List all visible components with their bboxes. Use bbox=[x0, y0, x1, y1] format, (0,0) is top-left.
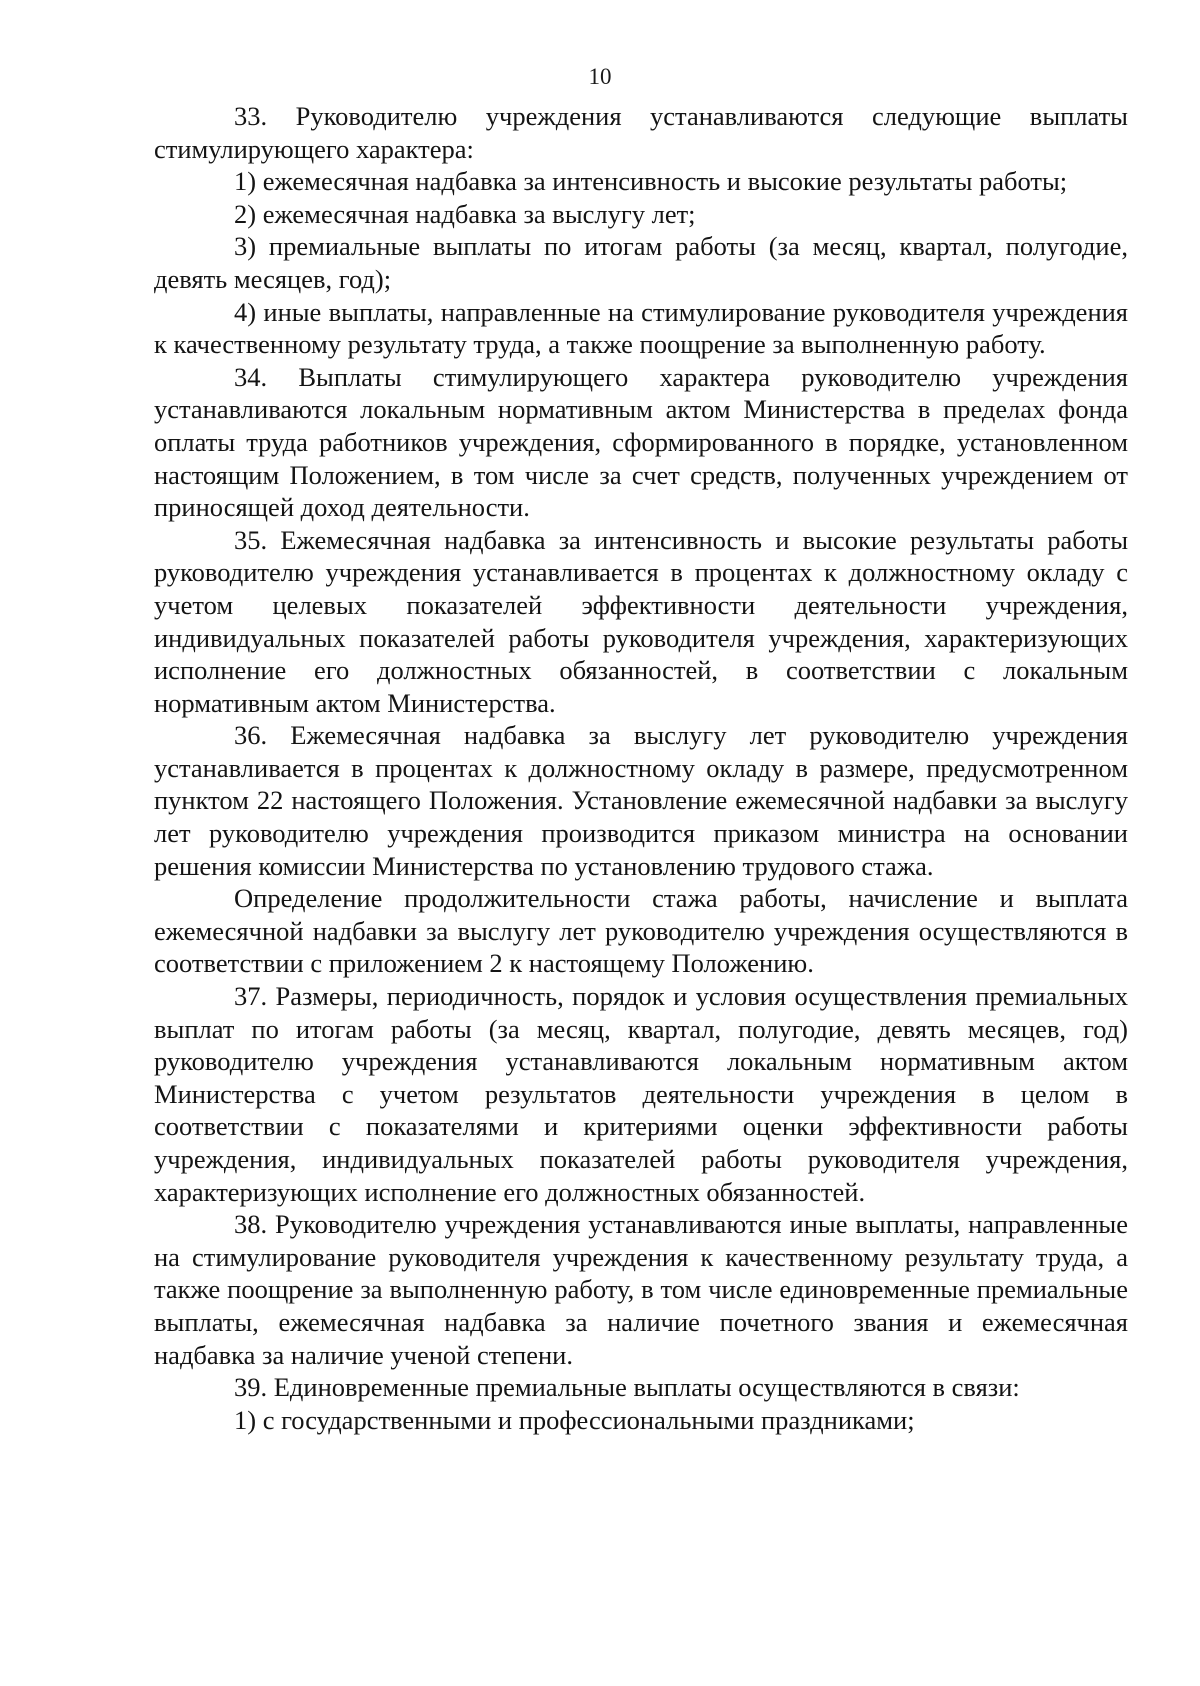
paragraph-33-item-1: 1) ежемесячная надбавка за интенсивность и высокие результаты работы; bbox=[234, 166, 1068, 197]
document-body bbox=[154, 100, 1128, 1436]
paragraph-35: 35. Ежемесячная надбавка за интенсивность и высокие результаты работы руководителю учреждения устанавливается в процентах к должностному окладу с учетом целевых показателей эффективности деятельности учреждения, индивидуальных показателей работы руководителя учреждения, характеризующих исполнение его должностных обязанностей, в соответствии с локальным нормативным актом Министерства. bbox=[154, 524, 1128, 718]
page-number: 10 bbox=[588, 64, 612, 89]
paragraph-33-item-3: 3) премиальные выплаты по итогам работы (за месяц, квартал, полугодие, девять месяцев, год); bbox=[154, 231, 1128, 294]
paragraph-36: 36. Ежемесячная надбавка за выслугу лет руководителю учреждения устанавливается в процентах к должностному окладу в размере, предусмотренном пунктом 22 настоящего Положения. Установление ежемесячной надбавки за выслугу лет руководителю учреждения производится приказом министра на основании решения комиссии Министерства по установлению трудового стажа. bbox=[154, 720, 1128, 881]
paragraph-33: 33. Руководителю учреждения устанавливаются следующие выплаты стимулирующего характера: bbox=[154, 101, 1128, 164]
paragraph-39: 39. Единовременные премиальные выплаты осуществляются в связи: bbox=[234, 1372, 1020, 1403]
paragraph-39-item-1: 1) с государственными и профессиональными праздниками; bbox=[234, 1404, 915, 1435]
paragraph-36-continuation: Определение продолжительности стажа работы, начисление и выплата ежемесячной надбавки за выслугу лет руководителю учреждения осуществляются в соответствии с приложением 2 к настоящему Положению. bbox=[154, 883, 1128, 979]
paragraph-37: 37. Размеры, периодичность, порядок и условия осуществления премиальных выплат по итогам работы (за месяц, квартал, полугодие, девять месяцев, год) руководителю учреждения устанавливаются локальным нормативным актом Министерства с учетом результатов деятельности учреждения в целом в соответствии с показателями и критериями оценки эффективности работы учреждения, индивидуальных показателей работы руководителя учреждения, характеризующих исполнение его должностных обязанностей. bbox=[154, 981, 1128, 1207]
paragraph-33-item-2: 2) ежемесячная надбавка за выслугу лет; bbox=[234, 198, 696, 229]
paragraph-38: 38. Руководителю учреждения устанавливаются иные выплаты, направленные на стимулирование руководителя учреждения к качественному результату труда, а также поощрение за выполненную работу, в том числе единовременные премиальные выплаты, ежемесячная надбавка за наличие почетного звания и ежемесячная надбавка за наличие ученой степени. bbox=[154, 1209, 1128, 1370]
paragraph-33-item-4: 4) иные выплаты, направленные на стимулирование руководителя учреждения к качественному результату труда, а также поощрение за выполненную работу. bbox=[154, 296, 1128, 360]
paragraph-34: 34. Выплаты стимулирующего характера руководителю учреждения устанавливаются локальным нормативным актом Министерства в пределах фонда оплаты труда работников учреждения, сформированного в порядке, установленном настоящим Положением, в том числе за счет средств, полученных учреждением от приносящей доход деятельности. bbox=[154, 361, 1128, 523]
